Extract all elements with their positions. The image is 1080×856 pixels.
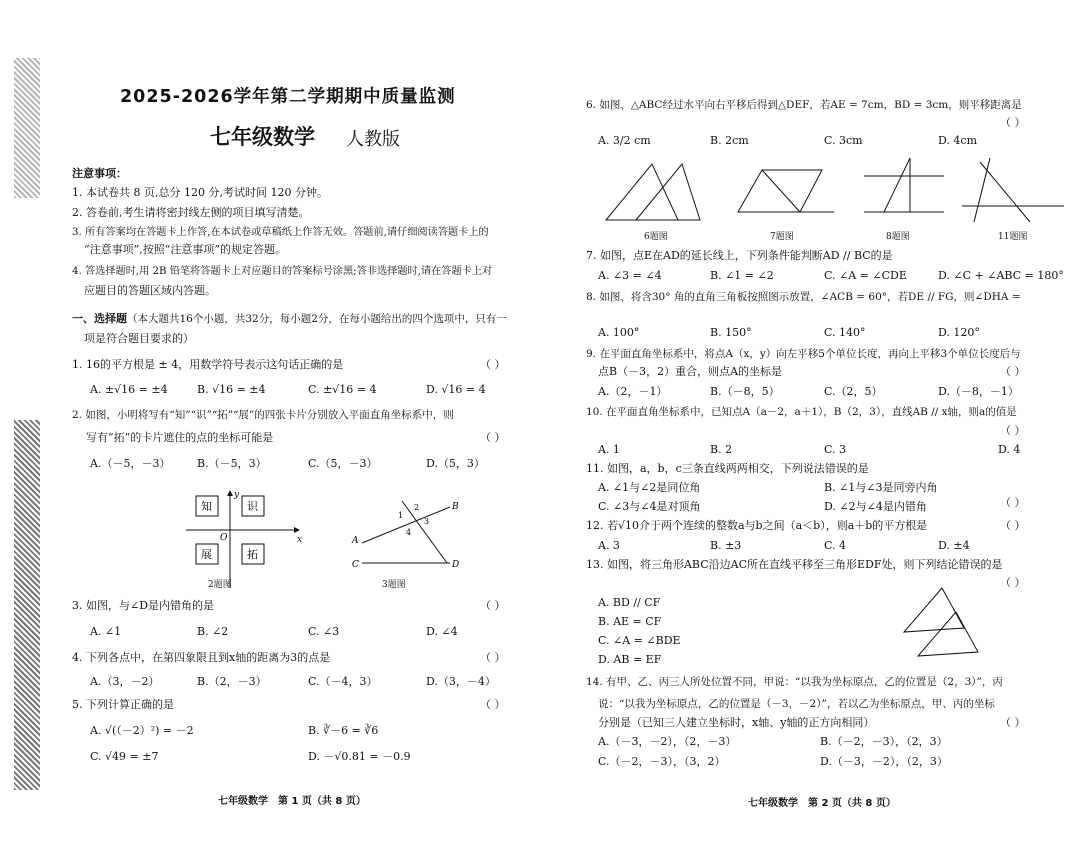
question-stem: 7. 如图，点E在AD的延长线上，下列条件能判断AD // BC的是 (586, 249, 893, 262)
question-stem: 分别是（已知三人建立坐标时，x轴、y轴的正方向相同） (598, 716, 875, 729)
option-b[interactable]: B. 150° (710, 326, 752, 339)
page-footer: 七年级数学 第 2 页（共 8 页） (748, 798, 896, 809)
figure-2-caption: 2题图 (208, 580, 232, 590)
card-zhan-label: 展 (201, 548, 212, 561)
option-a[interactable]: A. 3/2 cm (598, 134, 651, 147)
figure-11-three-lines (960, 156, 1070, 226)
figure-11-caption: 11题图 (998, 232, 1028, 242)
notice-heading: 注意事项： (72, 167, 127, 180)
answer-slot: （ ） (480, 599, 506, 612)
line-ab (362, 507, 450, 543)
option-a[interactable]: A. ∠1与∠2是同位角 (598, 481, 701, 494)
card-zhi-label: 知 (201, 500, 212, 513)
option-c[interactable]: C. ±√16 = 4 (308, 383, 377, 396)
option-b[interactable]: B. ∛－6 = ∛6 (308, 724, 379, 737)
option-d[interactable]: D. √16 = 4 (426, 383, 486, 396)
answer-slot: （ ） (480, 651, 506, 664)
card-shi-label: 识 (247, 500, 258, 513)
y-axis-label: y (234, 490, 240, 500)
option-a[interactable]: A. 1 (598, 443, 620, 456)
answer-slot: （ ） (1000, 519, 1026, 532)
figure-7-parallelogram (730, 156, 840, 226)
angle-1-label: 1 (398, 511, 404, 520)
exam-page-1 (42, 0, 538, 856)
option-b[interactable]: B.（－5，3） (197, 457, 267, 470)
figure-6-caption: 6题图 (644, 232, 668, 242)
notice-line: 1. 本试卷共 8 页,总分 120 分,考试时间 120 分钟。 (72, 186, 328, 199)
figure-3-angles (342, 495, 472, 580)
section-heading (72, 312, 507, 326)
page-footer: 七年级数学 第 1 页（共 8 页） (218, 796, 366, 807)
question-stem: 10. 在平面直角坐标系中，已知点A（a－2，a＋1），B（2，3），直线AB // x轴，则a的值是 (586, 406, 1017, 418)
option-c[interactable]: C. ∠A = ∠CDE (824, 269, 907, 282)
question-stem: 11. 如图，a，b，c三条直线两两相交，下列说法错误的是 (586, 462, 869, 475)
exam-edition: 人教版 (346, 129, 400, 150)
notice-line: 2. 答卷前,考生请将密封线左侧的项目填写清楚。 (72, 206, 310, 219)
option-c[interactable]: C. ∠3与∠4是对顶角 (598, 500, 701, 513)
question-stem: 5. 下列计算正确的是 (72, 698, 174, 711)
question-stem: 写有“拓”的卡片遮住的点的坐标可能是 (86, 431, 274, 444)
line-a (980, 162, 1030, 222)
triangle-edf (918, 612, 978, 656)
answer-slot: （ ） (1000, 576, 1026, 589)
section-title: 一、选择题 (72, 312, 127, 325)
question-stem: 9. 在平面直角坐标系中，将点A（x，y）向左平移5个单位长度，再向上平移3个单位长度后与 (586, 348, 1021, 360)
answer-slot: （ ） (1000, 365, 1026, 378)
answer-slot: （ ） (480, 698, 506, 711)
option-d[interactable]: D.（－8，－1） (938, 385, 1019, 398)
answer-slot: （ ） (1000, 496, 1026, 509)
option-c[interactable]: C. 3cm (824, 134, 863, 147)
option-a[interactable]: A. ∠3 = ∠4 (598, 269, 662, 282)
question-stem: 4. 下列各点中，在第四象限且到x轴的距离为3的点是 (72, 651, 331, 664)
figure-8-triangle-ruler (860, 156, 950, 226)
notice-line: “注意事项”,按照“注意事项”的规定答题。 (84, 243, 286, 256)
figure-6-translation (600, 156, 710, 226)
option-a[interactable]: A.（－3，－2），（2，－3） (598, 735, 737, 748)
option-d[interactable]: D.（－3，－2），（2，3） (820, 755, 948, 768)
option-d[interactable]: D. 4 (998, 443, 1021, 456)
figure-7-caption: 7题图 (770, 232, 794, 242)
question-stem: 8. 如图，将含30° 角的直角三角板按照图示放置，∠ACB = 60°，若DE // FG，则∠DHA = (586, 291, 1021, 303)
label-a: A (352, 536, 359, 546)
diagonal-bd (762, 170, 800, 212)
option-a[interactable]: A. BD // CF (598, 596, 661, 609)
option-c[interactable]: C.（2，5） (824, 385, 883, 398)
option-b[interactable]: B. 2 (710, 443, 733, 456)
option-d[interactable]: D. 120° (938, 326, 980, 339)
x-axis-arrow (294, 527, 300, 533)
option-d[interactable]: D. ∠4 (426, 625, 458, 638)
label-d: D (452, 560, 460, 570)
figure-13-translation (896, 584, 986, 660)
exam-title: 2025-2026学年第二学期期中质量监测 (120, 87, 456, 107)
option-c[interactable]: C.（－4，3） (308, 675, 378, 688)
y-axis-arrow (227, 490, 233, 496)
option-c[interactable]: C.（5，－3） (308, 457, 378, 470)
answer-slot: （ ） (1000, 716, 1026, 729)
question-stem: 14. 有甲、乙、丙三人所处位置不同，甲说：“以我为坐标原点，乙的位置是（2，3）”，丙 (586, 676, 1003, 688)
option-b[interactable]: B. ±3 (710, 539, 742, 552)
line-b (974, 158, 990, 222)
option-c[interactable]: C. 140° (824, 326, 866, 339)
label-c: C (352, 560, 359, 570)
option-d[interactable]: D. ∠C + ∠ABC = 180° (938, 269, 1064, 282)
option-b[interactable]: B.（2，－3） (197, 675, 267, 688)
question-stem: 2. 如图，小明将写有“知”“识”“拓”“展”的四张卡片分别放入平面直角坐标系中，则 (72, 409, 454, 421)
option-a[interactable]: A. 3 (598, 539, 620, 552)
option-c[interactable]: C. ∠3 (308, 625, 340, 638)
exam-page-2 (580, 0, 1070, 856)
question-stem: 说：“以我为坐标原点，乙的位置是（－3，－2）”，若以乙为坐标原点，甲、丙的坐标 (598, 698, 995, 710)
option-c[interactable]: C. ∠A = ∠BDE (598, 634, 681, 647)
angle-3-label: 3 (424, 517, 430, 526)
binding-edge-pattern-top (14, 58, 40, 198)
option-a[interactable]: A. ∠1 (90, 625, 122, 638)
answer-slot: （ ） (1000, 424, 1026, 437)
option-d[interactable]: D. AB = EF (598, 653, 662, 666)
option-a[interactable]: A. √(（－2）²) = －2 (90, 724, 194, 737)
parallelogram-abcd (738, 170, 822, 212)
option-b[interactable]: B.（－8，5） (710, 385, 780, 398)
option-d[interactable]: D. ∠2与∠4是内错角 (824, 500, 927, 513)
triangle-abc (606, 164, 678, 220)
figure-3-caption: 3题图 (382, 580, 406, 590)
option-d[interactable]: D. ±4 (938, 539, 970, 552)
exam-subject: 七年级数学 (210, 125, 315, 149)
option-a[interactable]: A. ±√16 = ±4 (90, 383, 168, 396)
question-stem: 点B（－3，2）重合，则点A的坐标是 (598, 365, 783, 378)
question-stem: 12. 若√10介于两个连续的整数a与b之间（a＜b），则a＋b的平方根是 (586, 519, 928, 532)
option-a[interactable]: A.（－5，－3） (90, 457, 171, 470)
option-d[interactable]: D. 4cm (938, 134, 978, 147)
answer-slot: （ ） (480, 358, 506, 371)
option-b[interactable]: B. 2cm (710, 134, 749, 147)
question-stem: 3. 如图，与∠D是内错角的是 (72, 599, 215, 612)
set-square (884, 158, 910, 212)
angle-4-label: 4 (406, 528, 412, 537)
question-stem: 6. 如图，△ABC经过水平向右平移后得到△DEF，若AE = 7cm，BD = 3cm，则平移距离是 (586, 99, 1022, 111)
option-b[interactable]: B. AE = CF (598, 615, 662, 628)
option-a[interactable]: A.（3，－2） (90, 675, 160, 688)
notice-line: 3. 所有答案均在答题卡上作答,在本试卷或草稿纸上作答无效。答题前,请仔细阅读答题卡上的 (72, 227, 489, 238)
origin-label: O (220, 533, 228, 543)
angle-2-label: 2 (414, 503, 420, 512)
option-b[interactable]: B. ∠2 (197, 625, 229, 638)
answer-slot: （ ） (1000, 116, 1026, 129)
option-b[interactable]: B. ∠1 = ∠2 (710, 269, 774, 282)
option-c[interactable]: C. 4 (824, 539, 847, 552)
notice-line: 应题目的答题区域内答题。 (84, 284, 216, 297)
option-b[interactable]: B.（－2，－3），（2，3） (820, 735, 948, 748)
binding-edge-pattern (14, 420, 40, 790)
figure-8-caption: 8题图 (886, 232, 910, 242)
section-desc-2: 项是符合题目要求的） (84, 332, 194, 345)
figure-2-coordinate-cards (182, 488, 302, 593)
option-a[interactable]: A. 100° (598, 326, 640, 339)
option-d[interactable]: D.（5，3） (426, 457, 485, 470)
option-c[interactable]: C. √49 = ±7 (90, 750, 159, 763)
card-tuo-label: 拓 (247, 548, 258, 561)
option-d[interactable]: D. －√0.81 = －0.9 (308, 750, 411, 763)
x-axis-label: x (297, 535, 302, 545)
option-b[interactable]: B. ∠1与∠3是同旁内角 (824, 481, 938, 494)
question-stem: 13. 如图，将三角形ABC沿边AC所在直线平移至三角形EDF处，则下列结论错误的是 (586, 558, 1003, 571)
question-stem: 1. 16的平方根是 ± 4，用数学符号表示这句话正确的是 (72, 358, 344, 371)
option-a[interactable]: A.（2，－1） (598, 385, 668, 398)
option-c[interactable]: C. 3 (824, 443, 847, 456)
option-d[interactable]: D.（3，－4） (426, 675, 496, 688)
section-desc: （本大题共16个小题，共32分，每小题2分，在每小题给出的四个选项中，只有一 (127, 313, 507, 325)
answer-slot: （ ） (480, 431, 506, 444)
notice-line: 4. 答选择题时,用 2B 铅笔将答题卡上对应题目的答案标号涂黑;答非选择题时,请在答题卡上对 (72, 266, 493, 277)
option-b[interactable]: B. √16 = ±4 (197, 383, 266, 396)
triangle-abc (904, 588, 964, 632)
option-c[interactable]: C.（－2，－3），（3，2） (598, 755, 726, 768)
label-b: B (452, 502, 459, 512)
